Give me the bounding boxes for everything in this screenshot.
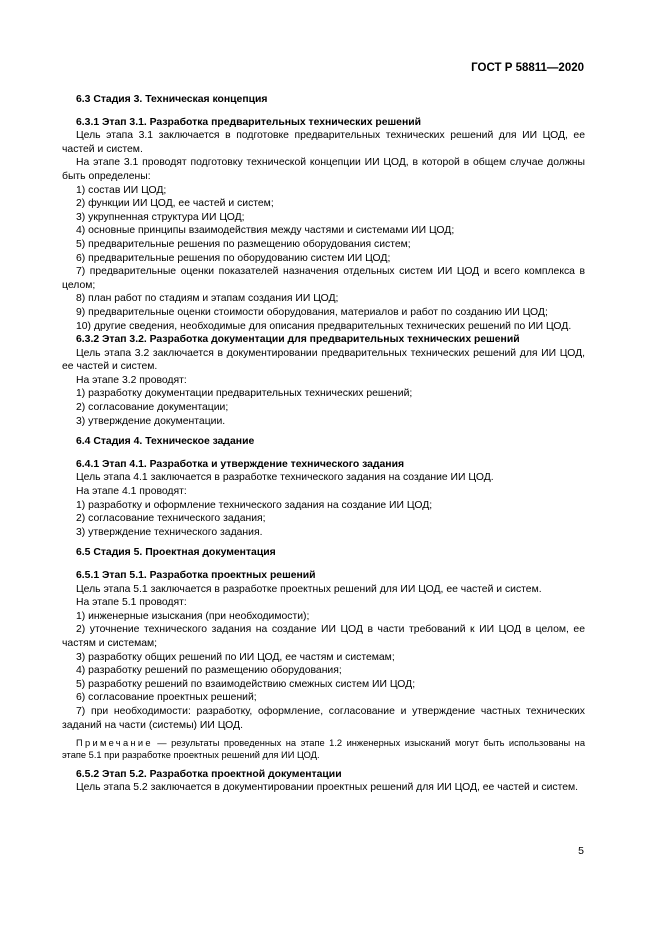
- list-item: 6) предварительные решения по оборудованию систем ИИ ЦОД;: [76, 252, 391, 264]
- list-item: 8) план работ по стадиям и этапам создания ИИ ЦОД;: [76, 293, 339, 305]
- section-6-5-2-title: 6.5.2 Этап 5.2. Разработка проектной документации: [76, 768, 342, 780]
- paragraph: На этапе 5.1 проводят:: [76, 597, 187, 609]
- list-item: 5) предварительные решения по размещению оборудования систем;: [76, 238, 411, 250]
- list-item: 3) укрупненная структура ИИ ЦОД;: [76, 211, 245, 223]
- paragraph: Цель этапа 5.2 заключается в документировании проектных решений для ИИ ЦОД, ее частей и систем.: [76, 782, 579, 794]
- paragraph: На этапе 3.1 проводят подготовку технической концепции ИИ ЦОД, в которой в общем случае должны быть определены:: [62, 157, 585, 182]
- list-item: 5) разработку решений по взаимодействию смежных систем ИИ ЦОД;: [76, 678, 416, 690]
- section-6-3-1-title: 6.3.1 Этап 3.1. Разработка предварительных технических решений: [76, 116, 422, 128]
- paragraph: Цель этапа 4.1 заключается в разработке технического задания на создание ИИ ЦОД.: [76, 472, 494, 484]
- list-item: 3) утверждение технического задания.: [76, 526, 263, 538]
- paragraph: Цель этапа 3.1 заключается в подготовке предварительных технических решений для ИИ ЦОД, ее частей и систем.: [62, 130, 585, 155]
- section-6-5-1-title: 6.5.1 Этап 5.1. Разработка проектных решений: [76, 570, 316, 581]
- list-item: 2) уточнение технического задания на создание ИИ ЦОД в части требований к ИИ ЦОД в целом, ее частям и системам;: [62, 624, 585, 649]
- list-item: 4) основные принципы взаимодействия между частями и системами ИИ ЦОД;: [76, 225, 455, 237]
- list-item: 7) предварительные оценки показателей назначения отдельных систем ИИ ЦОД и всего комплекса в целом;: [62, 266, 585, 291]
- document-id: ГОСТ Р 58811—2020: [471, 62, 584, 74]
- list-item: 10) другие сведения, необходимые для описания предварительных технических решений по ИИ ЦОД.: [76, 320, 572, 332]
- list-item: 9) предварительные оценки стоимости оборудования, материалов и работ по созданию ИИ ЦОД;: [76, 306, 548, 318]
- list-item: 2) функции ИИ ЦОД, ее частей и систем;: [76, 198, 274, 210]
- list-item: 1) разработку документации предварительных технических решений;: [76, 388, 413, 400]
- page-number: 5: [578, 845, 584, 857]
- list-item: 2) согласование технического задания;: [76, 513, 266, 525]
- list-item: 1) инженерные изыскания (при необходимости);: [76, 610, 310, 622]
- note-text: — результаты проведенных на этапе 1.2 инженерных изысканий могут быть использованы на этапе 5.1 при разработке проектных решений для ИИ ЦОД.: [62, 738, 585, 761]
- paragraph: На этапе 3.2 проводят:: [76, 374, 187, 386]
- list-item: 1) состав ИИ ЦОД;: [76, 184, 167, 196]
- paragraph: Цель этапа 3.2 заключается в документировании предварительных технических решений для ИИ ЦОД, ее частей и систем.: [62, 347, 585, 373]
- list-item: 1) разработку и оформление технического задания на создание ИИ ЦОД;: [76, 499, 433, 511]
- section-6-3-title: 6.3 Стадия 3. Техническая концепция: [76, 94, 268, 105]
- section-6-5-title: 6.5 Стадия 5. Проектная документация: [76, 547, 276, 559]
- note: [62, 737, 585, 761]
- paragraph: Цель этапа 5.1 заключается в разработке проектных решений для ИИ ЦОД, ее частей и систем.: [76, 583, 542, 595]
- section-6-3-2-title: 6.3.2 Этап 3.2. Разработка документации для предварительных технических решений: [76, 334, 520, 346]
- list-item: 2) согласование документации;: [76, 402, 229, 414]
- list-item: 6) согласование проектных решений;: [76, 692, 257, 704]
- page-content: [62, 88, 585, 795]
- list-item: 3) разработку общих решений по ИИ ЦОД, ее частям и системам;: [76, 651, 395, 663]
- section-6-4-title: 6.4 Стадия 4. Техническое задание: [76, 436, 255, 448]
- section-6-4-1-title: 6.4.1 Этап 4.1. Разработка и утверждение технического задания: [76, 458, 405, 470]
- list-item: 4) разработку решений по размещению оборудования;: [76, 665, 342, 677]
- paragraph: На этапе 4.1 проводят:: [76, 486, 187, 498]
- note-label: Примечание: [76, 738, 153, 749]
- list-item: 3) утверждение документации.: [76, 415, 226, 427]
- list-item: 7) при необходимости: разработку, оформление, согласование и утверждение частных технических заданий на части (системы) ИИ ЦОД.: [62, 705, 585, 731]
